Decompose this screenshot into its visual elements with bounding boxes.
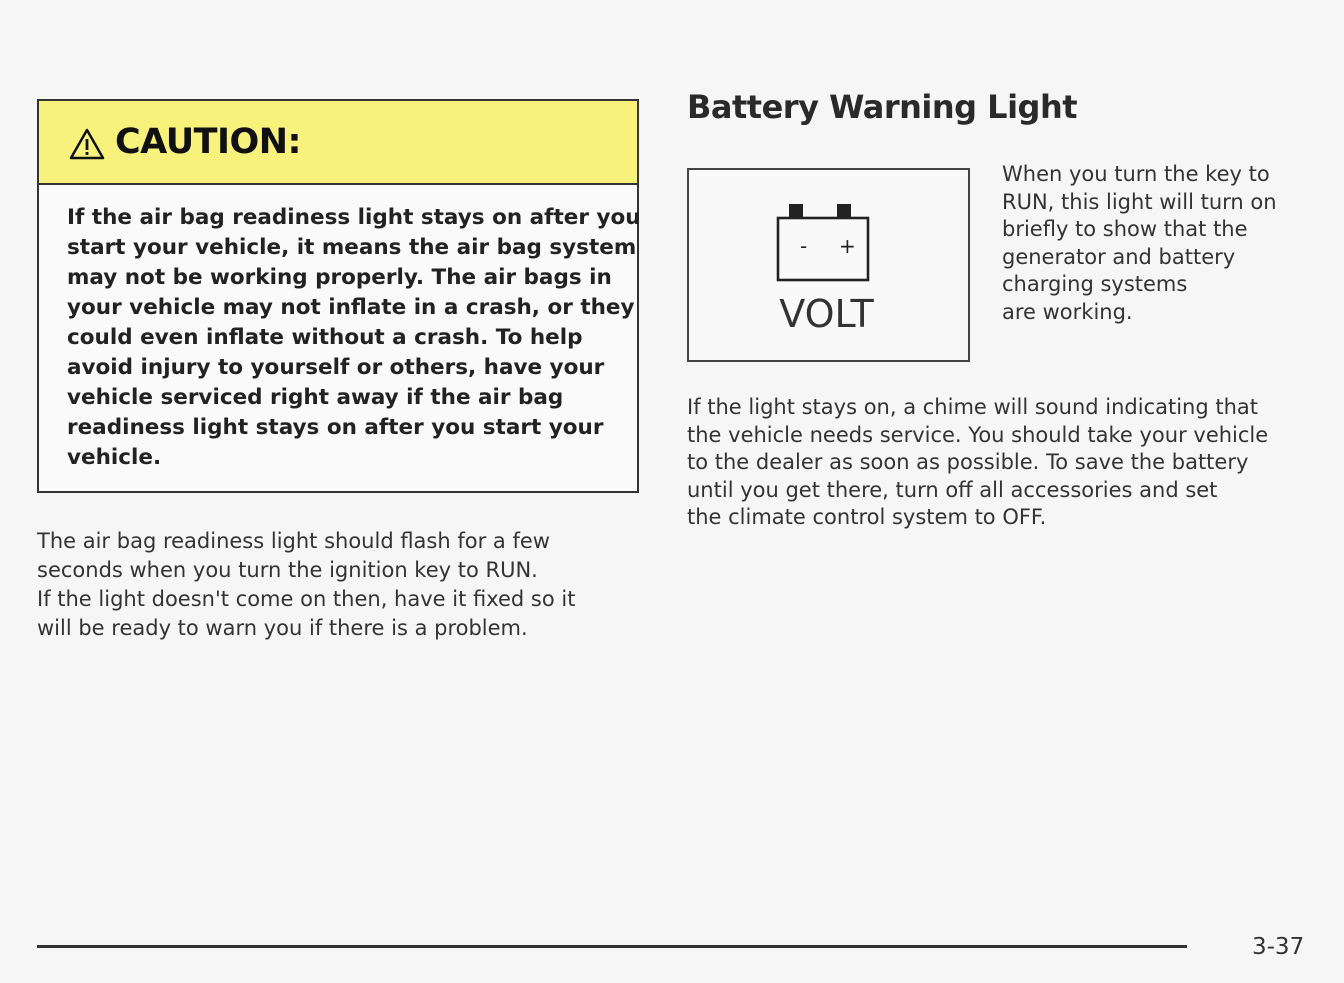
caution-line: your vehicle may not inflate in a crash, or they [67,295,635,320]
description-line: briefly to show that the [1002,217,1248,241]
warning-triangle-icon [69,128,105,160]
caution-line: If the air bag readiness light stays on after you [67,205,641,230]
paragraph-line: The air bag readiness light should flash for a few [37,529,550,553]
footer-divider [37,945,1187,948]
battery-minus-symbol: - [800,234,808,258]
page-number: 3-37 [1252,934,1305,960]
section-title: Battery Warning Light [687,88,1078,126]
description-line: RUN, this light will turn on [1002,189,1277,214]
paragraph-line: If the light stays on, a chime will sound indicating that [687,395,1259,419]
caution-line: readiness light stays on after you start your [67,415,604,440]
description-line: generator and battery [1002,244,1236,269]
volt-indicator-box [687,168,970,362]
description-line: When you turn the key to [1002,162,1270,186]
paragraph-line: the vehicle needs service. You should take your vehicle [687,422,1269,447]
paragraph-line: If the light doesn't come on then, have it fixed so it [37,587,576,611]
battery-plus-symbol: + [839,234,856,258]
volt-label: VOLT [779,292,874,336]
caution-line: vehicle serviced right away if the air bag [67,385,564,410]
airbag-readiness-paragraph [37,527,617,643]
caution-header [39,101,637,185]
caution-line: avoid injury to yourself or others, have your [67,355,605,380]
paragraph-line: the climate control system to OFF. [687,505,1047,529]
battery-light-description [1002,161,1322,326]
caution-line: may not be working properly. The air bags in [67,265,612,290]
paragraph-line: seconds when you turn the ignition key to RUN. [37,558,538,582]
caution-line: vehicle. [67,445,162,470]
caution-line: start your vehicle, it means the air bag system [67,235,637,260]
caution-box [37,99,639,493]
caution-title: CAUTION: [115,122,302,162]
battery-light-paragraph [687,394,1307,532]
caution-line: could even inflate without a crash. To help [67,325,583,350]
paragraph-line: will be ready to warn you if there is a problem. [37,616,528,640]
battery-icon [775,204,875,286]
paragraph-line: to the dealer as soon as possible. To save the battery [687,450,1249,474]
caution-body [39,185,641,473]
description-line: are working. [1002,299,1133,324]
description-line: charging systems [1002,272,1188,296]
paragraph-line: until you get there, turn off all accessories and set [687,477,1218,502]
